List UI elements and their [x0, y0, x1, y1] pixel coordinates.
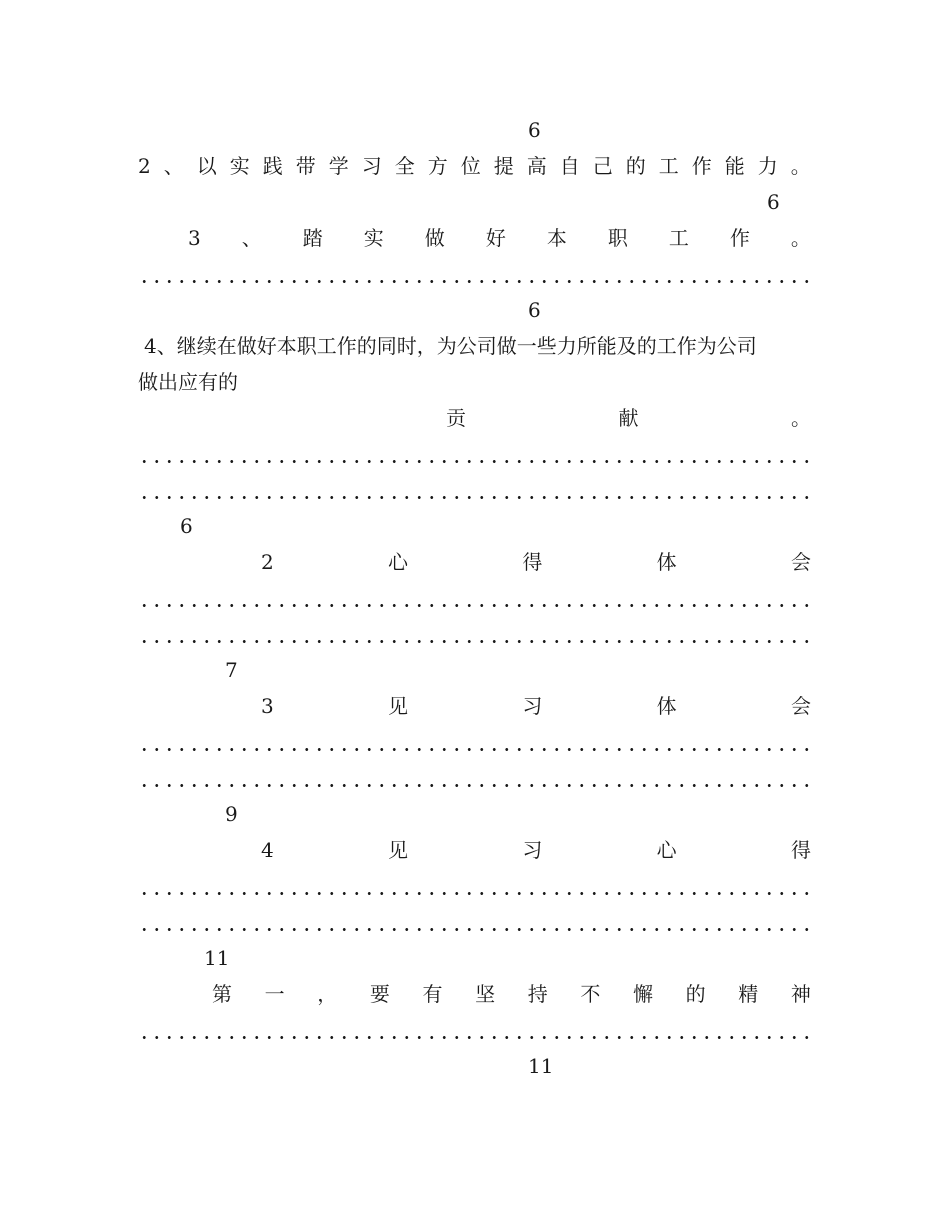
toc-leader [138, 940, 194, 976]
toc-entry-title[interactable] [261, 688, 811, 724]
toc-title-char: 提 [493, 154, 514, 178]
toc-leader [138, 256, 811, 292]
toc-entry-title-continued: 做出应有的 [138, 370, 238, 394]
toc-title-char: 自 [559, 154, 580, 178]
toc-title-char: 好 [485, 226, 506, 250]
toc-page-number: 9 [225, 802, 238, 826]
toc-title-char: 懈 [633, 982, 653, 1006]
toc-leader [138, 652, 215, 688]
toc-title-char: 。 [791, 406, 811, 430]
toc-title-char: 踏 [302, 226, 323, 250]
toc-title-char: 体 [656, 694, 677, 718]
toc-title-char: 心 [388, 550, 409, 574]
toc-page-number: 11 [528, 1054, 554, 1078]
toc-title-char: 工 [658, 154, 679, 178]
toc-entry-title[interactable] [138, 148, 811, 184]
toc-title-char: 持 [527, 982, 548, 1006]
toc-title-char: 。 [790, 154, 811, 178]
toc-title-char: 职 [607, 226, 628, 250]
toc-page-number: 7 [225, 658, 238, 682]
toc-title-char: 能 [724, 154, 745, 178]
toc-leader [138, 796, 215, 832]
toc-title-char: 一 [264, 982, 285, 1006]
toc-title-char: 见 [388, 838, 409, 862]
toc-leader [138, 616, 811, 652]
toc-title-char: 实 [229, 154, 250, 178]
toc-title-char: 、 [163, 154, 184, 178]
toc-entry-title[interactable] [261, 832, 811, 868]
toc-leader [138, 904, 811, 940]
toc-title-char: 体 [656, 550, 677, 574]
toc-leader [138, 472, 811, 508]
toc-title-char: 3 [188, 226, 201, 250]
toc-title-char: 习 [361, 154, 382, 178]
toc-title-char: 习 [522, 694, 543, 718]
toc-leader [138, 184, 757, 220]
toc-title-char: 的 [625, 154, 646, 178]
toc-title-char: 坚 [475, 982, 496, 1006]
toc-title-char: 第 [212, 982, 232, 1006]
toc-title-char: 己 [592, 154, 613, 178]
toc-entry-title[interactable] [188, 220, 811, 256]
toc-leader [138, 508, 170, 544]
toc-title-char: 学 [328, 154, 349, 178]
toc-title-char: 会 [790, 694, 811, 718]
toc-entry-title-continued [446, 400, 811, 436]
toc-leader [138, 292, 518, 328]
toc-title-char: 。 [790, 226, 811, 250]
toc-page-number: 6 [767, 190, 780, 214]
toc-leader [138, 724, 811, 760]
toc-title-char: 见 [388, 694, 409, 718]
toc-title-char: ， [317, 982, 338, 1006]
toc-title-char: 心 [656, 838, 677, 862]
toc-title-char: 贡 [446, 406, 466, 430]
toc-title-char: 不 [580, 982, 601, 1006]
toc-title-char: 以 [196, 154, 217, 178]
toc-leader [138, 1012, 811, 1048]
toc-leader [138, 868, 811, 904]
toc-title-char: 精 [738, 982, 759, 1006]
toc-title-char: 作 [729, 226, 750, 250]
toc-leader [138, 580, 811, 616]
toc-title-char: 力 [757, 154, 778, 178]
toc-title-char: 带 [295, 154, 316, 178]
toc-title-char: 会 [790, 550, 811, 574]
toc-page-number: 6 [528, 298, 541, 322]
toc-title-char: 得 [522, 550, 543, 574]
toc-title-char: 践 [262, 154, 283, 178]
toc-title-char: 3 [261, 694, 274, 718]
toc-title-char: 高 [526, 154, 547, 178]
toc-title-char: 2 [138, 154, 151, 178]
toc-title-char: 4 [261, 838, 274, 862]
toc-page-number: 11 [204, 946, 230, 970]
toc-title-char: 有 [422, 982, 443, 1006]
toc-title-char: 2 [261, 550, 274, 574]
toc-title-char: 得 [790, 838, 811, 862]
toc-title-char: 献 [618, 406, 639, 430]
toc-leader [138, 112, 518, 148]
toc-title-char: 全 [394, 154, 415, 178]
toc-title-char: 本 [546, 226, 567, 250]
toc-title-char: 要 [369, 982, 390, 1006]
toc-page-number: 6 [528, 118, 541, 142]
toc-entry-title[interactable] [261, 544, 811, 580]
toc-title-char: 的 [685, 982, 706, 1006]
toc-title-char: 习 [522, 838, 543, 862]
toc-leader [138, 1048, 518, 1084]
toc-leader [138, 760, 811, 796]
toc-title-char: 实 [363, 226, 384, 250]
toc-title-char: 、 [241, 226, 262, 250]
toc-title-char: 做 [424, 226, 445, 250]
toc-title-char: 作 [691, 154, 712, 178]
toc-leader [138, 436, 811, 472]
toc-title-char: 工 [668, 226, 689, 250]
toc-title-char: 神 [790, 982, 811, 1006]
toc-page-number: 6 [180, 514, 193, 538]
toc-title-char: 位 [460, 154, 481, 178]
toc-title-char: 方 [427, 154, 448, 178]
toc-entry-title[interactable] [212, 976, 811, 1012]
toc-entry-title[interactable]: 4、继续在做好本职工作的同时，为公司做一些力所能及的工作为公司 [144, 334, 757, 358]
